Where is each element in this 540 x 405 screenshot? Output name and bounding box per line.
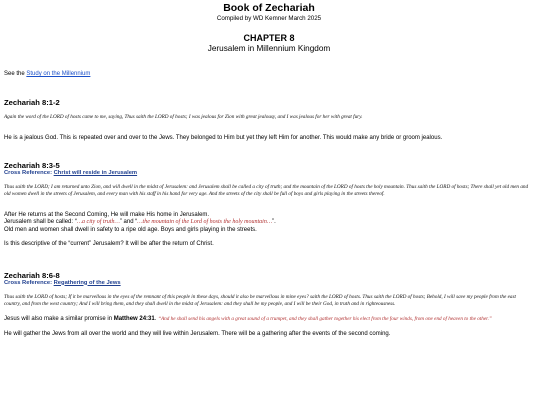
commentary-mid: . — [154, 315, 159, 322]
commentary-matthew — [4, 316, 534, 324]
chapter-heading: CHAPTER 8 — [243, 33, 295, 43]
cross-reference — [4, 280, 534, 287]
book-title: Book of Zechariah — [223, 2, 315, 14]
chapter-subtitle: Jerusalem in Millennium Kingdom — [207, 44, 331, 53]
commentary-prefix: Jerusalem shall be called: “ — [4, 219, 77, 225]
section-heading: Zechariah 8:1-2 — [4, 98, 60, 107]
matthew-reference: Matthew 24:31 — [113, 315, 155, 322]
commentary-suffix: ”. — [272, 219, 276, 225]
see-study-line — [4, 70, 534, 78]
commentary-text: He will gather the Jews from all over the world and they will live within Jerusalem. There will be a gathering after the events of the second coming. — [4, 331, 391, 337]
commentary-line: Old men and women shall dwell in safety to a ripe old age. Boys and girls playing in the streets. — [4, 226, 257, 233]
commentary-mid: ” and “ — [119, 219, 138, 225]
cross-reference — [4, 170, 534, 177]
scripture-text: Thus saith the LORD of hosts; If it be marvellous in the eyes of the remnant of this people in these days, should it also be marvellous in mine eyes? saith the LORD of hosts. Thus saith the LORD of hosts; Behold, I will save my people from the east country, and from the west country; And I will bring them, and they shall dwell in the midst of Jerusalem: and they shall be my people, and I will be their God, in truth and in righteousness. — [4, 293, 516, 307]
see-prefix: See the — [4, 71, 27, 77]
quote-holy-mountain: …the mountain of the Lord of hosts the holy mountain… — [137, 219, 273, 225]
section-8-3-5 — [4, 161, 534, 249]
commentary-question: Is this descriptive of the “current” Jerusalem? It will be after the return of Christ. — [4, 241, 214, 247]
cross-reference-link[interactable]: Christ will reside in Jerusalem — [53, 169, 138, 176]
commentary-line: After He returns at the Second Coming, He will make His home in Jerusalem. — [4, 211, 210, 218]
quote-city-of-truth: …a city of truth… — [76, 219, 120, 225]
cross-reference-label: Cross Reference: — [4, 169, 54, 176]
section-heading: Zechariah 8:6-8 — [4, 270, 60, 280]
section-8-6-8 — [4, 271, 534, 339]
document-header — [4, 2, 534, 54]
commentary-text: He is a jealous God. This is repeated over and over to the Jews. They belonged to Him but yet they left Him for another. This would make any bride or groom jealous. — [4, 135, 443, 141]
cross-reference-link[interactable]: Regathering of the Jews — [53, 279, 121, 286]
scripture-text: Thus saith the LORD; I am returned unto Zion, and will dwell in the midst of Jerusalem: and Jerusalem shall be called a city of truth; and the mountain of the LORD of hosts the holy mountain. Thus saith the LORD of hosts; There shall yet old men and old women dwell in the streets of Jerusalem, and every man with his staff in his hand for very age. And the streets of the city shall be full of boys and girls playing in the streets thereof. — [4, 183, 529, 197]
document-page — [4, 2, 534, 339]
matthew-quote: “And he shall send his angels with a great sound of a trumpet, and they shall gather together his elect from the four winds, from one end of heaven to the other.” — [158, 315, 492, 322]
commentary-block — [4, 212, 534, 249]
section-heading: Zechariah 8:3-5 — [4, 160, 60, 170]
compiled-by: Compiled by WD Kemner March 2025 — [216, 15, 322, 22]
study-millennium-link[interactable]: Study on the Millennium — [26, 71, 91, 77]
section-8-1-2 — [4, 98, 534, 143]
commentary-line-quotes — [4, 219, 534, 227]
scripture-text: Again the word of the LORD of hosts came to me, saying, Thus saith the LORD of hosts; I was jealous for Zion with great jealousy, and I was jealous for her with great fury. — [4, 114, 363, 120]
commentary-prefix: Jesus will also make a similar promise in — [4, 315, 114, 322]
cross-reference-label: Cross Reference: — [4, 279, 54, 286]
